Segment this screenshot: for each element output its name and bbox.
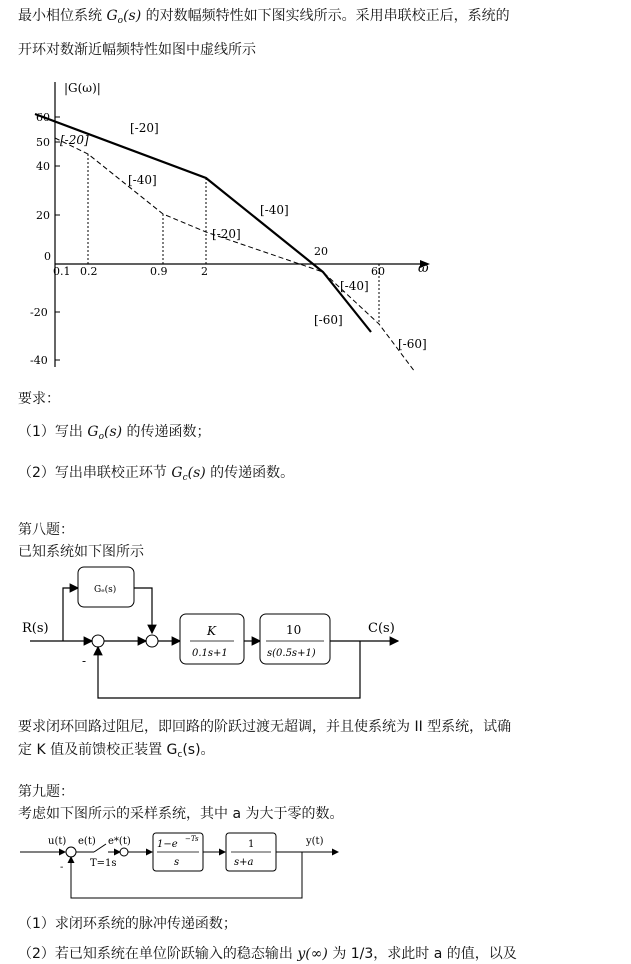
slope-label: [-20] <box>212 227 241 241</box>
feedforward-block-diagram <box>20 562 620 712</box>
feedforward-label: Gₑ(s) <box>94 585 117 595</box>
slope-label: [-60] <box>314 313 343 327</box>
sample-period-label: T=1s <box>90 858 117 869</box>
summing-junction-1 <box>92 635 104 647</box>
problem7-question-1: （1）写出 $G_o(s)$ 的传递函数； <box>18 424 211 442</box>
problem7-intro-line1: 最小相位系统 $G_o(s)$ 的对数幅频特性如下图实线所示。采用串联校正后，系统的 <box>18 8 510 26</box>
y-tick-label: 0 <box>44 250 51 263</box>
problem9-title: 第九题： <box>18 784 74 800</box>
requirement-label: 要求： <box>18 391 60 407</box>
problem8-intro: 已知系统如下图所示 <box>18 544 144 560</box>
input-label: R(s) <box>22 621 49 636</box>
y-tick-label: -20 <box>30 306 48 319</box>
svg-text:0.1s+1: 0.1s+1 <box>192 648 228 659</box>
x-axis-label: ω <box>418 261 429 276</box>
estar-label: e*(t) <box>108 836 131 847</box>
x-tick-label: 20 <box>314 245 328 258</box>
slope-label: [-60] <box>398 337 427 351</box>
problem8-requirement-line2: 定 K 值及前馈校正装置 $G_c(s)$。 <box>18 742 215 760</box>
u-label: u(t) <box>48 836 67 847</box>
problem9-question-2: （2）若已知系统在单位阶跃输入的稳态输出 y(∞) 为 1/3，求此时 a 的值，以及 <box>18 946 517 962</box>
svg-text:1−e: 1−e <box>157 839 178 850</box>
y-tick-label: -40 <box>30 354 48 367</box>
y-tick-label: 20 <box>36 209 50 222</box>
slope-label: [-40] <box>260 203 289 217</box>
slope-label: [-20] <box>130 121 159 135</box>
svg-text:10: 10 <box>286 623 302 637</box>
slope-label: [-20] <box>60 133 89 147</box>
sampler-switch <box>94 844 106 852</box>
minus-sign: - <box>82 654 87 668</box>
x-tick-label: 60 <box>371 265 385 278</box>
corrected-magnitude-curve <box>55 138 415 372</box>
minus-sign: - <box>60 862 64 873</box>
y-tick-label: 60 <box>36 111 50 124</box>
x-tick-label: 0.1 <box>53 265 71 278</box>
x-tick-label: 0.2 <box>80 265 98 278</box>
y-tick-label: 50 <box>36 136 50 149</box>
svg-text:s(0.5s+1): s(0.5s+1) <box>267 648 316 659</box>
summing-junction <box>66 847 76 857</box>
output-label: C(s) <box>368 621 395 636</box>
svg-text:K: K <box>207 624 216 638</box>
problem8-requirement-line1: 要求闭环回路过阻尼，即回路的阶跃过渡无超调，并且使系统为 II 型系统，试确 <box>18 719 512 735</box>
problem7-question-2: （2）写出串联校正环节 $G_c(s)$ 的传递函数。 <box>18 465 295 483</box>
svg-text:s: s <box>174 857 180 868</box>
y-tick-label: 40 <box>36 160 50 173</box>
slope-label: [-40] <box>128 173 157 187</box>
y-label: y(t) <box>306 836 324 847</box>
svg-text:1: 1 <box>248 839 255 850</box>
bode-magnitude-chart <box>20 72 440 377</box>
e-label: e(t) <box>78 836 96 847</box>
problem9-question-1: （1）求闭环系统的脉冲传递函数； <box>18 916 237 932</box>
sampled-system-diagram <box>20 830 350 908</box>
problem9-intro: 考虑如下图所示的采样系统，其中 a 为大于零的数。 <box>18 806 344 822</box>
summing-junction-2 <box>146 635 158 647</box>
Go-symbol: $G_o(s)$ <box>106 8 142 26</box>
x-tick-label: 0.9 <box>150 265 168 278</box>
problem7-intro-line2: 开环对数渐近幅频特性如图中虚线所示 <box>18 42 256 58</box>
svg-text:−Ts: −Ts <box>185 835 199 843</box>
slope-label: [-40] <box>340 279 369 293</box>
problem8-title: 第八题： <box>18 522 74 538</box>
x-tick-label: 2 <box>201 265 208 278</box>
svg-text:s+a: s+a <box>234 857 254 868</box>
y-axis-label: |G(ω)| <box>64 81 101 95</box>
